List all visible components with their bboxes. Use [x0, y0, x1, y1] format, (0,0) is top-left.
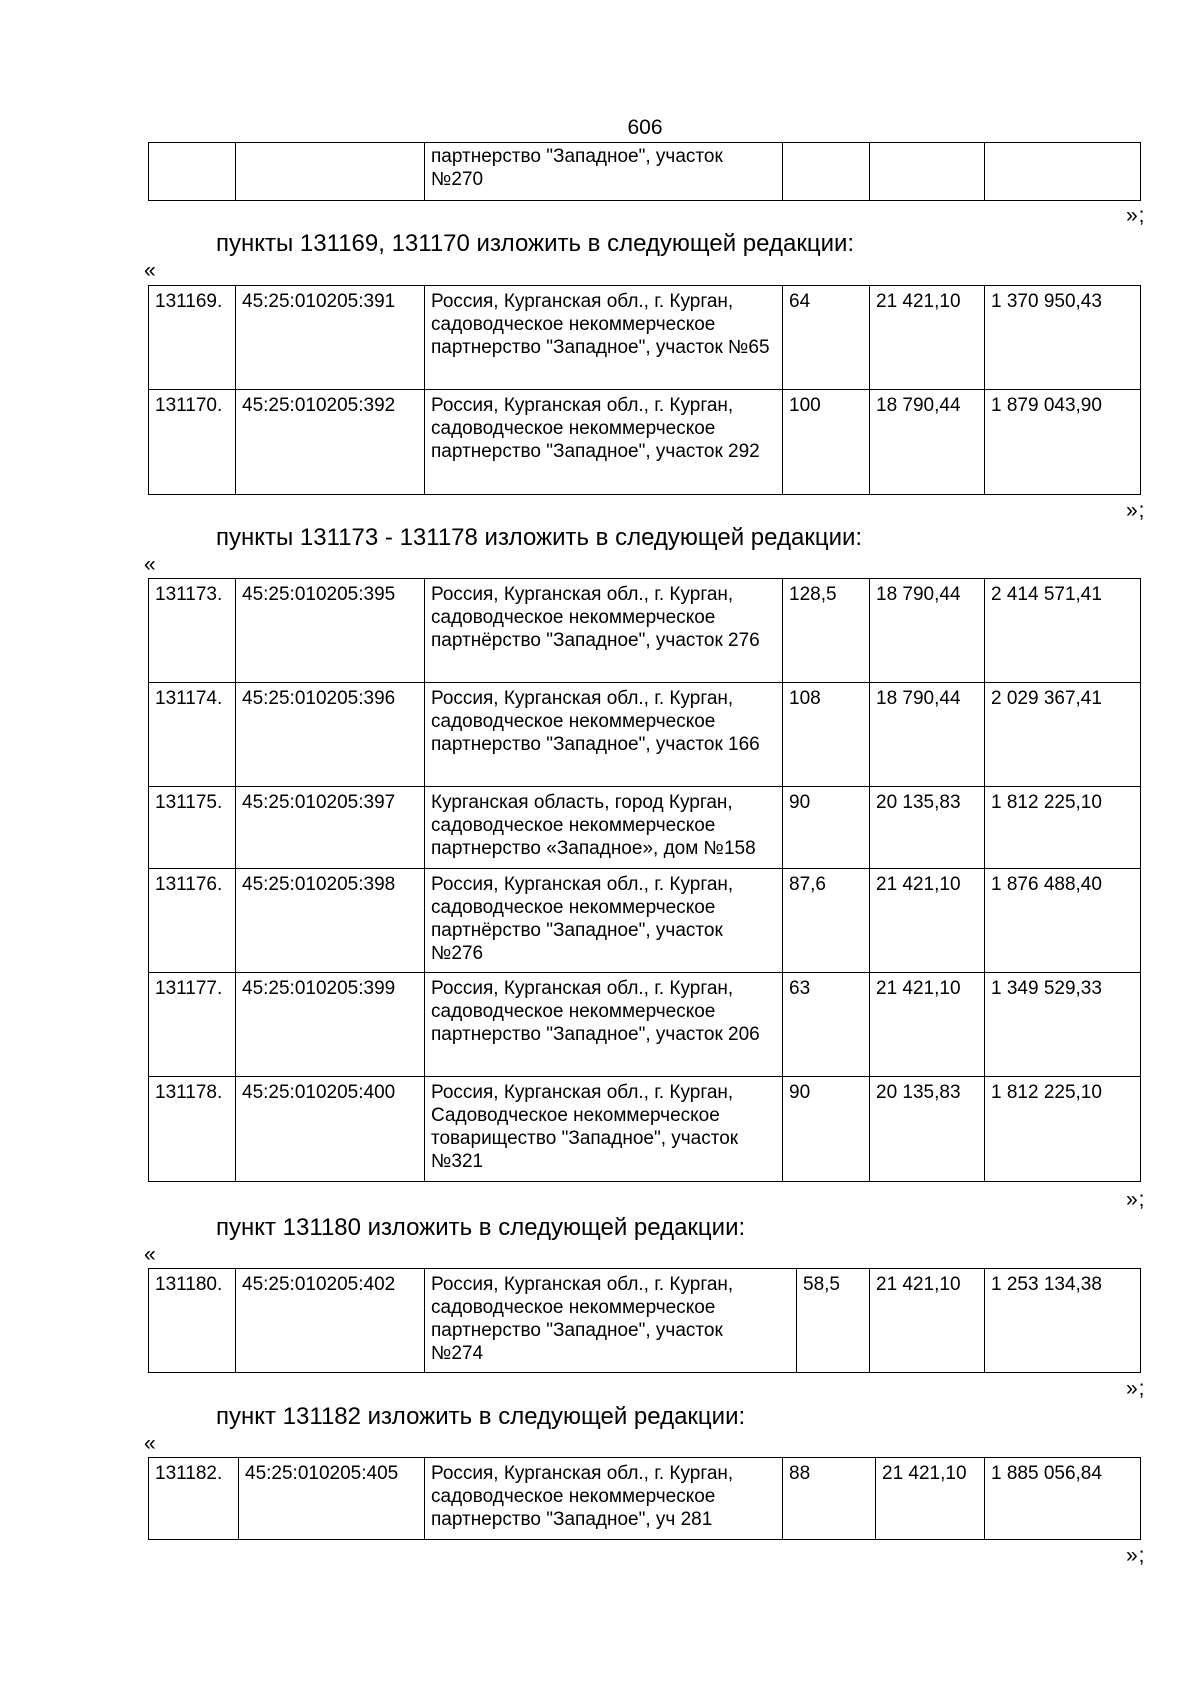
cell-total: 1 370 950,43 — [985, 286, 1141, 390]
cell-total: 1 879 043,90 — [985, 390, 1141, 495]
cell-cadastral: 45:25:010205:395 — [236, 579, 425, 683]
cell-area: 87,6 — [783, 869, 870, 973]
cell-number: 131182. — [149, 1458, 239, 1540]
cell-number: 131169. — [149, 286, 236, 390]
cell-number: 131178. — [149, 1077, 236, 1182]
cell-total: 1 876 488,40 — [985, 869, 1141, 973]
cell-area: 100 — [783, 390, 870, 495]
cell-area — [783, 143, 870, 201]
cell-price: 21 421,10 — [870, 973, 985, 1077]
cell-total — [985, 143, 1141, 201]
table-row — [149, 579, 1141, 683]
cell-total: 1 253 134,38 — [985, 1269, 1141, 1373]
cell-total: 1 812 225,10 — [985, 787, 1141, 869]
cell-total: 2 029 367,41 — [985, 683, 1141, 787]
cell-total: 1 349 529,33 — [985, 973, 1141, 1077]
closing-quote: »; — [1126, 1188, 1146, 1211]
cell-cadastral: 45:25:010205:392 — [236, 390, 425, 495]
cell-cadastral: 45:25:010205:396 — [236, 683, 425, 787]
cell-address: Россия, Курганская обл., г. Курган, садоводческое некоммерческое партнерство "Западное", участок 166 — [425, 683, 783, 787]
section-heading: пункты 131169, 131170 изложить в следующей редакции: — [216, 230, 855, 257]
cell-area: 90 — [783, 787, 870, 869]
section-heading: пункт 131180 изложить в следующей редакции: — [216, 1214, 746, 1241]
cell-number: 131170. — [149, 390, 236, 495]
cell-address: Россия, Курганская обл., г. Курган, Садоводческое некоммерческое товарищество "Западное", участок №321 — [425, 1077, 783, 1182]
cell-number: 131175. — [149, 787, 236, 869]
cell-price: 18 790,44 — [870, 390, 985, 495]
closing-quote: »; — [1126, 499, 1146, 522]
cell-area: 58,5 — [797, 1269, 870, 1373]
cell-area: 128,5 — [783, 579, 870, 683]
table-section-3 — [148, 1268, 1141, 1373]
cell-number: 131177. — [149, 973, 236, 1077]
cell-number: 131173. — [149, 579, 236, 683]
cell-cadastral: 45:25:010205:399 — [236, 973, 425, 1077]
table-row — [149, 143, 1141, 201]
table-row — [149, 286, 1141, 390]
table-row — [149, 869, 1141, 973]
cell-address: Россия, Курганская обл., г. Курган, садоводческое некоммерческое партнерство "Западное", уч 281 — [425, 1458, 783, 1540]
table-row — [149, 683, 1141, 787]
cell-price: 18 790,44 — [870, 683, 985, 787]
cell-address: Россия, Курганская обл., г. Курган, садоводческое некоммерческое партнёрство "Западное", участок 276 — [425, 579, 783, 683]
cell-total: 1 812 225,10 — [985, 1077, 1141, 1182]
table-row — [149, 1458, 1141, 1540]
table-row — [149, 1077, 1141, 1182]
cell-cadastral: 45:25:010205:402 — [236, 1269, 425, 1373]
cell-area: 64 — [783, 286, 870, 390]
cell-cadastral — [236, 143, 425, 201]
table-section-2 — [148, 578, 1141, 1182]
table-section-1 — [148, 285, 1141, 495]
cell-area: 88 — [783, 1458, 876, 1540]
cell-address: Россия, Курганская обл., г. Курган, садоводческое некоммерческое партнерство "Западное", участок 206 — [425, 973, 783, 1077]
cell-price: 21 421,10 — [870, 869, 985, 973]
closing-quote: »; — [1126, 1544, 1146, 1567]
closing-quote: »; — [1126, 204, 1146, 227]
cell-cadastral: 45:25:010205:397 — [236, 787, 425, 869]
cell-cadastral: 45:25:010205:391 — [236, 286, 425, 390]
cell-number: 131174. — [149, 683, 236, 787]
section-heading: пункты 131173 - 131178 изложить в следующей редакции: — [216, 524, 863, 551]
opening-quote: « — [144, 1432, 156, 1455]
table-section-4 — [148, 1457, 1141, 1540]
cell-number — [149, 143, 236, 201]
cell-price: 21 421,10 — [870, 1269, 985, 1373]
cell-cadastral: 45:25:010205:398 — [236, 869, 425, 973]
cell-price: 18 790,44 — [870, 579, 985, 683]
closing-quote: »; — [1126, 1377, 1146, 1400]
cell-total: 2 414 571,41 — [985, 579, 1141, 683]
opening-quote: « — [144, 1243, 156, 1266]
cell-price: 20 135,83 — [870, 1077, 985, 1182]
cell-cadastral: 45:25:010205:400 — [236, 1077, 425, 1182]
cell-address: Россия, Курганская обл., г. Курган, садоводческое некоммерческое партнерство "Западное", участок 292 — [425, 390, 783, 495]
table-row — [149, 973, 1141, 1077]
table-row — [149, 787, 1141, 869]
table-top-fragment — [148, 142, 1141, 201]
page-number: 606 — [627, 116, 663, 139]
cell-area: 108 — [783, 683, 870, 787]
cell-number: 131176. — [149, 869, 236, 973]
cell-cadastral: 45:25:010205:405 — [239, 1458, 425, 1540]
table-row — [149, 390, 1141, 495]
cell-price: 21 421,10 — [870, 286, 985, 390]
cell-number: 131180. — [149, 1269, 236, 1373]
cell-address: Курганская область, город Курган, садоводческое некоммерческое партнерство «Западное», дом №158 — [425, 787, 783, 869]
section-heading: пункт 131182 изложить в следующей редакции: — [216, 1403, 746, 1430]
cell-address: Россия, Курганская обл., г. Курган, садоводческое некоммерческое партнёрство "Западное", участок №276 — [425, 869, 783, 973]
cell-address: Россия, Курганская обл., г. Курган, садоводческое некоммерческое партнерство "Западное", участок №274 — [425, 1269, 797, 1373]
cell-area: 63 — [783, 973, 870, 1077]
cell-price: 20 135,83 — [870, 787, 985, 869]
table-row — [149, 1269, 1141, 1373]
opening-quote: « — [144, 553, 156, 576]
cell-address: партнерство "Западное", участок №270 — [425, 143, 783, 201]
cell-price — [870, 143, 985, 201]
cell-address: Россия, Курганская обл., г. Курган, садоводческое некоммерческое партнерство "Западное", участок №65 — [425, 286, 783, 390]
cell-area: 90 — [783, 1077, 870, 1182]
cell-total: 1 885 056,84 — [985, 1458, 1141, 1540]
opening-quote: « — [144, 259, 156, 282]
cell-price: 21 421,10 — [876, 1458, 985, 1540]
